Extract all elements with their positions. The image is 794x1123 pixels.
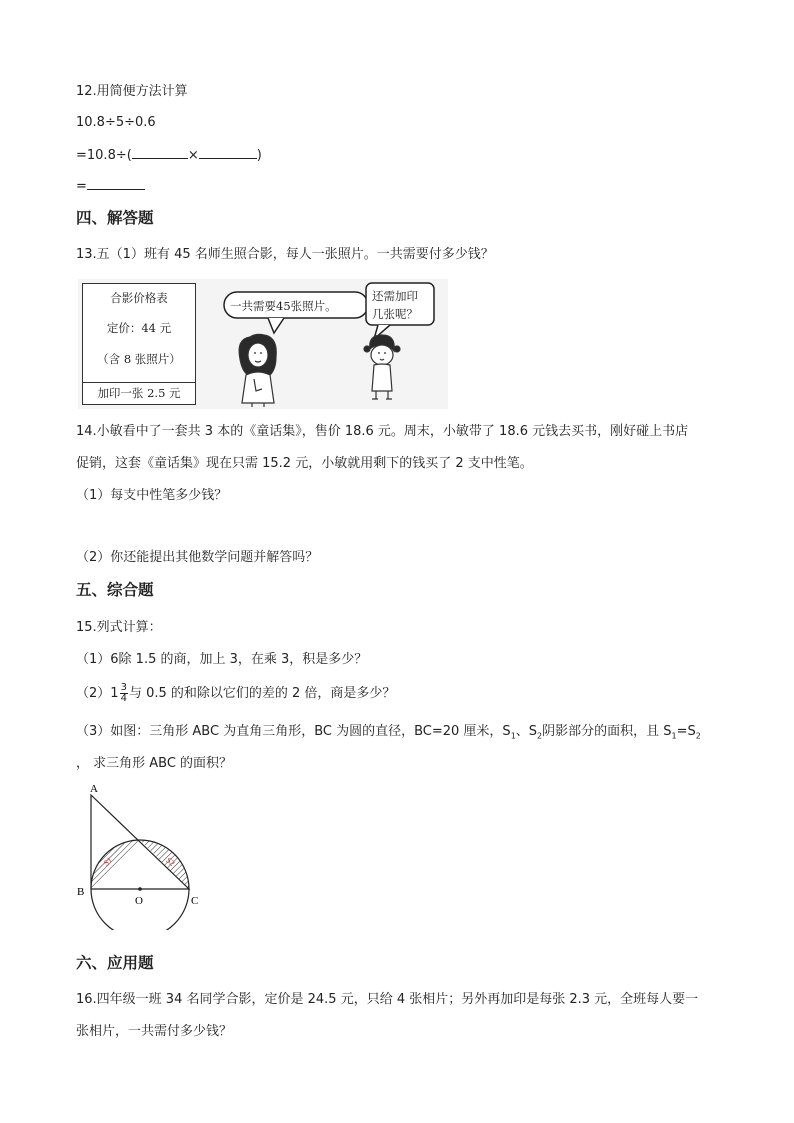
circle xyxy=(91,840,189,930)
teacher-figure-icon xyxy=(239,334,276,407)
subscript-2a: 2 xyxy=(537,731,543,741)
q15-sub-1: （1）6除 1.5 的商，加上 3，在乘 3，积是多少？ xyxy=(76,652,368,667)
q15-title: 15.列式计算： xyxy=(76,620,162,635)
q12-step2 xyxy=(76,176,145,196)
triangle-abc xyxy=(91,795,189,889)
q15-sub-3-text-b: 、S xyxy=(515,724,538,739)
price-table-note: （含 8 张照片） xyxy=(97,352,181,366)
student-bubble-line-2: 几张呢？ xyxy=(372,307,418,321)
q15-sub-2 xyxy=(76,683,395,704)
triangle-circle-figure xyxy=(74,780,224,930)
student-figure-icon xyxy=(364,335,400,399)
cartoon-scene xyxy=(78,279,448,409)
label-a: A xyxy=(90,783,98,795)
subscript-2b: 2 xyxy=(695,731,701,741)
q12-step1-op: × xyxy=(187,148,199,163)
q12-step1 xyxy=(76,145,262,165)
shaded-region-s1 xyxy=(91,840,140,889)
q12-step2-prefix: = xyxy=(76,179,87,194)
q15-sub-3-text-c: 阴影部分的面积，且 S xyxy=(542,724,672,739)
price-table-extra: 加印一张 2.5 元 xyxy=(83,382,195,401)
q12-step1-suffix: ) xyxy=(256,148,262,163)
q13-illustration xyxy=(78,279,448,409)
q12-expression: 10.8÷5÷0.6 xyxy=(76,115,156,130)
subscript-1a: 1 xyxy=(510,731,516,741)
shaded-region-s2 xyxy=(140,820,204,889)
q14-sub-1: （1）每支中性笔多少钱？ xyxy=(76,488,228,503)
q12-step1-prefix: =10.8÷( xyxy=(76,148,132,163)
student-bubble-line-1: 还需加印 xyxy=(372,289,418,303)
q14-sub-2: （2）你还能提出其他数学问题并解答吗？ xyxy=(76,550,319,565)
teacher-bubble-text: 一共需要45张照片。 xyxy=(230,299,337,313)
q14-line-2: 促销，这套《童话集》现在只需 15.2 元，小敏就用剩下的钱买了 2 支中性笔。 xyxy=(76,456,533,471)
subscript-1b: 1 xyxy=(671,731,677,741)
section-5-heading: 五、综合题 xyxy=(76,580,154,599)
q15-sub-2-prefix: （2） xyxy=(76,686,111,701)
label-s2: S2 xyxy=(164,855,177,868)
mixed-number-whole: 1 xyxy=(110,686,119,701)
q15-sub-3-line-2: ， 求三角形 ABC 的面积？ xyxy=(76,756,233,771)
q15-sub-3-line-1 xyxy=(76,723,701,746)
fraction-numerator: 3 xyxy=(120,682,127,693)
q12-blank-1[interactable] xyxy=(132,145,188,159)
q13-text: 13.五（1）班有 45 名师生照合影，每人一张照片。一共需要付多少钱？ xyxy=(76,247,494,262)
q12-blank-2[interactable] xyxy=(199,145,257,159)
q15-sub-3-text-d: =S xyxy=(676,724,696,739)
mixed-number-fraction xyxy=(120,683,128,704)
section-4-heading: 四、解答题 xyxy=(76,208,154,227)
price-table-title: 合影价格表 xyxy=(110,291,168,305)
center-point-o xyxy=(138,887,142,891)
label-o: O xyxy=(135,895,143,907)
teacher-bubble-tail xyxy=(268,318,284,333)
q15-sub-3-text-a: （3）如图：三角形 ABC 为直角三角形，BC 为圆的直径，BC=20 厘米，S xyxy=(76,724,511,739)
q12-blank-3[interactable] xyxy=(87,176,145,190)
fraction-denominator: 4 xyxy=(120,693,127,704)
price-table-price: 定价：44 元 xyxy=(106,321,172,335)
q12-title: 12.用简便方法计算 xyxy=(76,84,188,99)
section-6-heading: 六、应用题 xyxy=(76,953,154,972)
q15-sub-2-suffix: 与 0.5 的和除以它们的差的 2 倍，商是多少？ xyxy=(128,686,396,701)
label-c: C xyxy=(191,895,199,907)
label-b: B xyxy=(77,886,85,898)
q16-line-2: 张相片，一共需付多少钱？ xyxy=(76,1024,233,1039)
label-s1: S1 xyxy=(101,855,114,868)
q16-line-1: 16.四年级一班 34 名同学合影，定价是 24.5 元，只给 4 张相片；另外再加印是每张 2.3 元，全班每人要一 xyxy=(76,992,699,1007)
q14-line-1: 14.小敏看中了一套共 3 本的《童话集》，售价 18.6 元。周末，小敏带了 18.6 元钱去买书，刚好碰上书店 xyxy=(76,424,689,439)
